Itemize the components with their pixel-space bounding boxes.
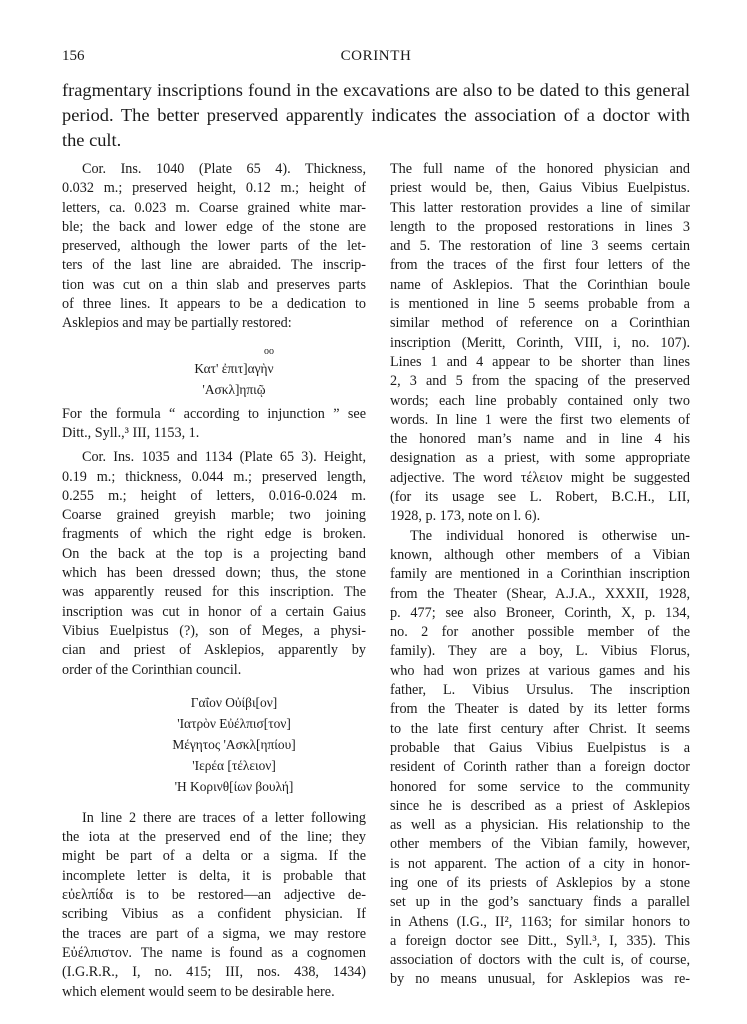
text-line: words; each line probably contained only two — [390, 392, 690, 409]
greek-line: 'Ιερέα [τέλειον] — [192, 757, 276, 773]
intro-line: the cult. — [62, 130, 122, 150]
text-line: ters of the last line are abraided. The inscrip- — [62, 257, 366, 274]
text-line: Vibius Euelpistus (?), son of Meges, a physi- — [62, 622, 366, 639]
text-line: family are mentioned in a Corinthian inscription — [390, 566, 690, 583]
text-line: since he is described as a priest of Asklepios — [390, 797, 690, 814]
running-title: CORINTH — [340, 48, 412, 64]
text-line: inscription was cut in honor of a certain Gaius — [62, 603, 366, 620]
text-line: resident of Corinth rather than a foreign doctor — [390, 759, 690, 776]
text-line: scribing Vibius as a confident physician. If — [62, 906, 366, 923]
text-line: honored for some service to the community — [390, 778, 690, 795]
text-line: tion was cut on a thin slab and preserves parts — [62, 276, 366, 293]
text-line: which element would seem to be desirable here. — [62, 983, 335, 1000]
text-line: from the Theater (Shear, A.J.A., XXXII, 1928, — [390, 585, 690, 602]
text-line: length to the proposed restorations in lines 3 — [390, 218, 690, 235]
text-line: designation as a priest, with some appropriate — [390, 450, 690, 467]
text-line: On the back at the top is a projecting band — [62, 545, 366, 562]
text-line: 0.255 m.; height of letters, 0.016-0.024 m. — [62, 487, 366, 504]
greek-line: Κατ' ἐπιτ]αγὴν — [194, 360, 274, 376]
text-line: adjective. The word τέλειον might be suggested — [390, 469, 690, 486]
text-line: inscription (Meritt, Corinth, VIII, i, no. 107). — [390, 334, 690, 351]
text-line: priest would be, then, Gaius Vibius Euelpistus. — [390, 180, 690, 197]
paragraph-full-name — [390, 160, 690, 527]
greek-line: 'Η Κορινθ[ίων βουλή] — [174, 778, 294, 794]
greek-line: οο — [264, 345, 274, 357]
text-line: (for its usage see L. Robert, B.C.H., LII, — [390, 489, 690, 506]
text-line: letters, ca. 0.023 m. Coarse grained white mar- — [62, 199, 366, 216]
running-head — [62, 48, 690, 70]
text-line: Coarse grained greyish marble; two joining — [62, 507, 366, 524]
text-line: father, L. Vibius Ursulus. The inscription — [390, 682, 690, 699]
greek-inscription-1035 — [62, 692, 366, 797]
greek-line: 'Ασκλ]ηπιῷ — [202, 381, 266, 397]
greek-line: Γαΐον Οὐίβι[ον] — [190, 694, 278, 710]
text-line: Lines 1 and 4 appear to be shorter than lines — [390, 353, 690, 370]
text-line: the traces are part of a sigma, we may restore — [62, 925, 366, 942]
intro-line: fragmentary inscriptions found in the excavations are also to be dated to this general — [62, 80, 690, 100]
text-line: Cor. Ins. 1035 and 1134 (Plate 65 3). Height, — [82, 449, 366, 466]
text-line: the iota at the preserved end of the line; they — [62, 829, 366, 846]
text-line: Asklepios and may be partially restored: — [62, 315, 292, 332]
text-line: known, although other members of a Vibian — [390, 546, 690, 563]
text-line: name of Asklepios. That the Corinthian boule — [390, 276, 690, 293]
text-line: probable that Gaius Vibius Euelpistus is a — [390, 739, 690, 756]
text-line: from the traces of the first four letters of the — [390, 257, 690, 274]
text-line: might be part of a delta or a sigma. If the — [62, 848, 366, 865]
text-line: no. 2 for another possible member of the — [390, 624, 690, 641]
text-line: as well as a physician. His relationship to the — [390, 817, 690, 834]
right-column — [390, 160, 690, 990]
paragraph-cor-ins-1035 — [62, 448, 366, 680]
greek-line: 'Ιατρὸν Εὐέλπισ[τον] — [177, 715, 291, 731]
text-line: Ditt., Syll.,³ III, 1153, 1. — [62, 424, 200, 441]
text-line: Εὐέλπιστον. The name is found as a cognomen — [62, 944, 366, 961]
text-line: is not apparent. The action of a city in honor- — [390, 855, 690, 872]
paragraph-cor-ins-1040 — [62, 160, 366, 334]
text-line: For the formula “ according to injunction ” see — [62, 405, 366, 422]
text-line: order of the Corinthian council. — [62, 661, 242, 678]
text-line: family). They are a boy, L. Vibius Florus, — [390, 643, 690, 660]
text-line: The full name of the honored physician and — [390, 161, 690, 177]
text-line: (I.G.R.R., I, no. 415; III, nos. 438, 1434) — [62, 964, 366, 981]
text-line: other members of the Vibian family, however, — [390, 836, 690, 853]
text-line: a foreign doctor see Ditt., Syll.³, I, 335). This — [390, 932, 690, 949]
text-line: p. 477; see also Broneer, Corinth, X, p. 134, — [390, 604, 690, 621]
text-line: who had won prizes at various games and his — [390, 662, 690, 679]
left-column — [62, 160, 366, 1002]
text-line: εὐελπίδα is to be restored—an adjective de- — [62, 887, 366, 904]
intro-paragraph — [62, 78, 690, 153]
text-line: which has been dressed down; thus, the stone — [62, 565, 366, 582]
text-line: fragments of which the right edge is broken. — [62, 526, 366, 543]
text-line: the honored man’s name and in line 4 his — [390, 431, 690, 448]
text-line: words. In line 1 were the first two elements of — [390, 411, 690, 428]
text-line: ble; the back and lower edge of the stone are — [62, 218, 366, 235]
paragraph-line-two-traces — [62, 809, 366, 1002]
text-line: preserved, although the lower parts of the let- — [62, 238, 366, 255]
text-line: in Athens (I.G., II², 1163; for similar honors to — [390, 913, 690, 930]
paragraph-formula-note — [62, 405, 366, 444]
text-line: similar method of reference on a Corinthian — [390, 315, 690, 332]
text-line: set up in the god’s sanctuary finds a parallel — [390, 894, 690, 911]
page-number: 156 — [62, 48, 85, 64]
text-line: This latter restoration provides a line of similar — [390, 199, 690, 216]
text-line: 0.032 m.; preserved height, 0.12 m.; height of — [62, 180, 366, 197]
text-line: was apparently reused for this inscription. The — [62, 584, 366, 601]
text-line: of three lines. It appears to be a dedication to — [62, 296, 366, 313]
greek-inscription-1040 — [62, 346, 366, 400]
text-line: by no means unusual, for Asklepios was re- — [390, 971, 690, 988]
text-line: to the late first century after Christ. It seems — [390, 720, 690, 737]
text-line: incomplete letter is delta, it is probable that — [62, 867, 366, 884]
paragraph-individual-honored — [390, 527, 690, 990]
text-line: In line 2 there are traces of a letter following — [82, 809, 366, 826]
text-line: The individual honored is otherwise un- — [410, 527, 690, 544]
text-line: cian and priest of Asklepios, apparently by — [62, 642, 366, 659]
text-line: is mentioned in line 5 seems probable from a — [390, 296, 690, 313]
text-line: association of doctors with the cult is, of course, — [390, 952, 690, 969]
text-line: and 5. The restoration of line 3 seems certain — [390, 238, 690, 255]
text-line: ing one of its priests of Asklepios by a stone — [390, 874, 690, 891]
greek-line: Μέγητος 'Ασκλ[ηπίου] — [172, 736, 296, 752]
text-line: 2, 3 and 5 from the spacing of the preserved — [390, 373, 690, 390]
intro-line: period. The better preserved apparently indicates the association of a doctor with — [62, 105, 690, 125]
text-line: 0.19 m.; thickness, 0.044 m.; preserved length, — [62, 468, 366, 485]
text-line: 1928, p. 173, note on l. 6). — [390, 508, 541, 525]
text-line: Cor. Ins. 1040 (Plate 65 4). Thickness, — [82, 161, 366, 177]
text-line: from the Theater is dated by its letter forms — [390, 701, 690, 718]
